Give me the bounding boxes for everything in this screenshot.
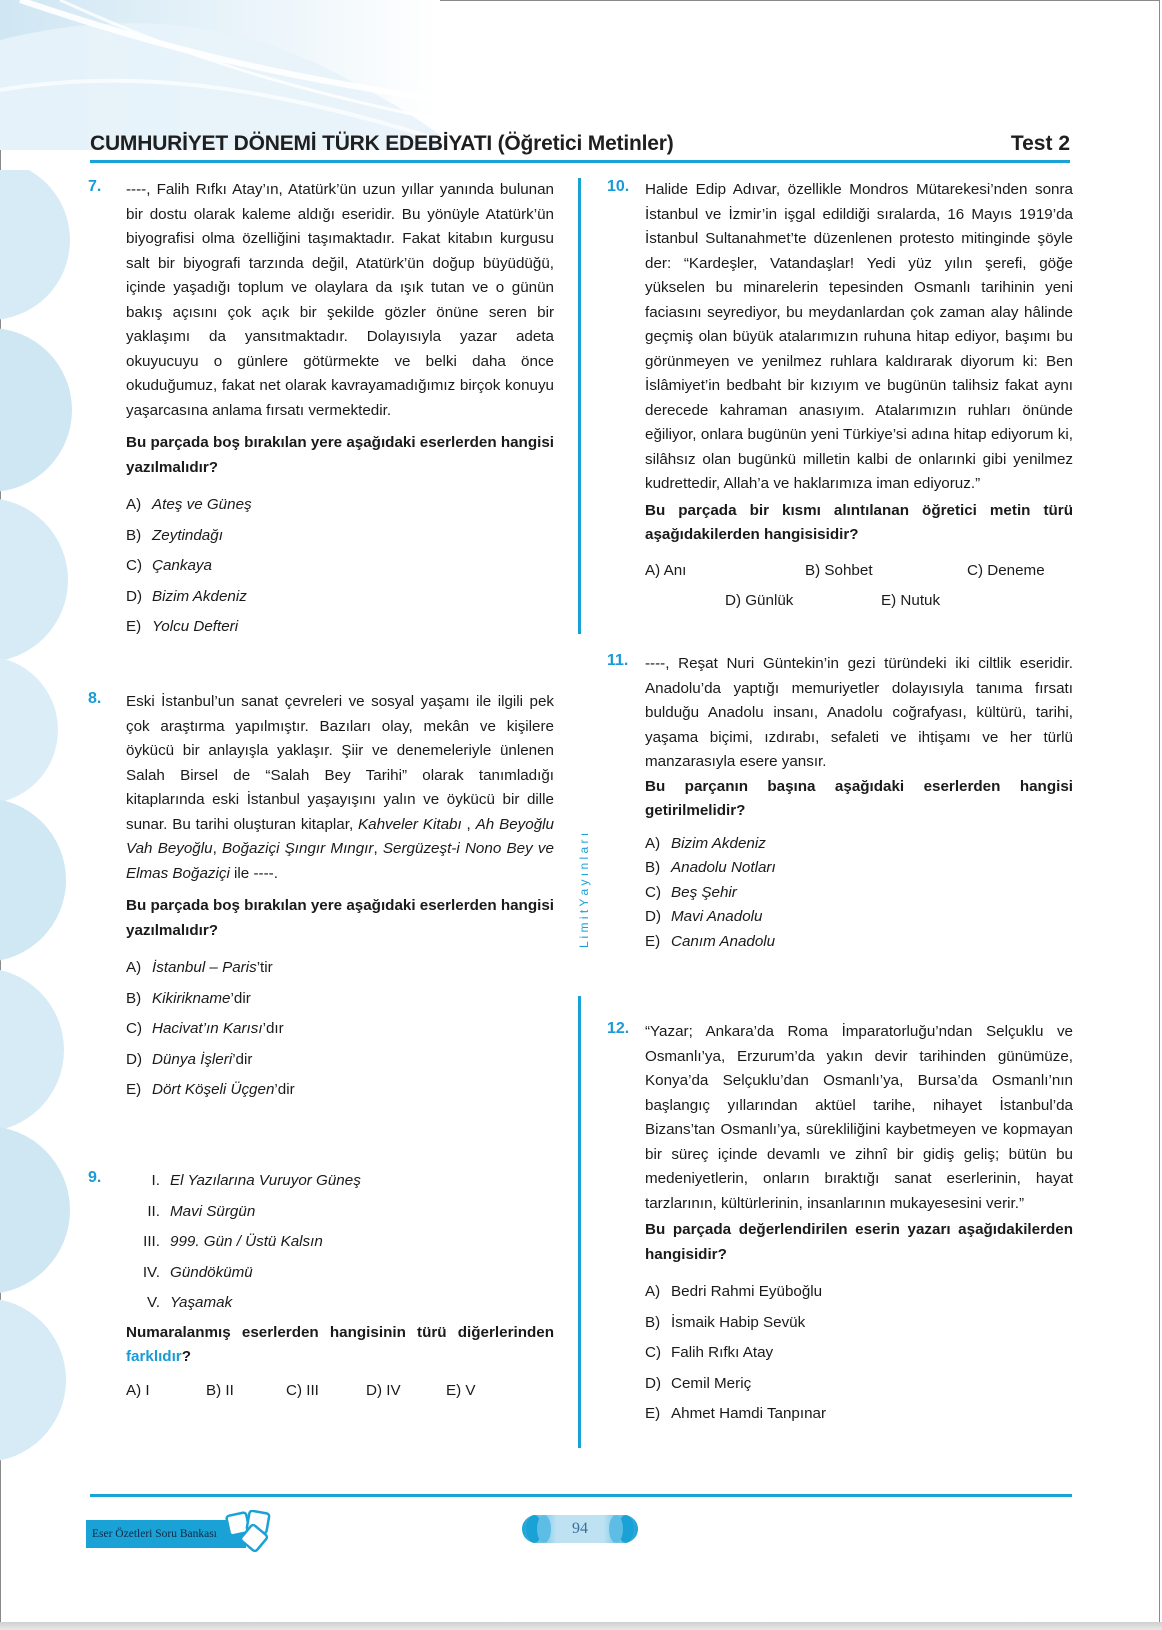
numbered-item: IV. Gündökümü [142,1263,253,1281]
question-10 [607,178,1073,616]
option-c[interactable]: C) Hacivat’ın Karısı’dır [126,1020,284,1037]
option-b[interactable]: B) Kikirikname’dir [126,989,251,1007]
question-number: 10. [607,178,630,195]
header-swoosh-decoration [0,0,440,150]
numbered-items [136,1166,554,1319]
answer-options [645,562,1073,586]
option-a[interactable]: A) Bizim Akdeniz [645,834,766,852]
option-d[interactable]: D) Dünya İşleri’dir [126,1050,253,1068]
option-c[interactable]: C) Deneme [967,561,1045,579]
question-body: ----, Reşat Nuri Güntekin’in gezi türündeki iki ciltlik eseridir. Anadolu’da yaptığı memuriyetler dolayısıyla tanıma fırsatı bulduğu Anadolu insanı, Anadolu coğrafyası, kültürü, tarihi, yaşama biçimi, ızdırabı, sefaleti ve ihtişamı ve her türlü manzarasıyla esere yansır. [645,655,1073,770]
left-circles-decoration [0,170,80,1510]
option-d[interactable]: D) IV [366,1381,401,1399]
question-body: “Yazar; Ankara’da Roma İmparatorluğu’ndan Selçuklu ve Osmanlı’ya, Erzurum’da yakın devir tarihinden günümüze, Konya’da Selçuklu’dan Osmanlı’ya, Bursa’da Osmanlı’nın başlangıç yıllarından aktüel tarihe, nihayet İstanbul’da Bizans’tan Osmanlı’ya, sürekliliğini kaybetmeyen ve kopmayan bir süreç içinde devamlı ve zihnî bir gidiş geliş; bütün bu medeniyetlerin, onların bıraktığı sanat eserlerinin, hayat tarzlarının, kültürlerinin, insanlarının mukayesesini verir.” [645,1023,1073,1212]
question-stem: Bu parçanın başına aşağıdaki eserlerden hangisi getirilmelidir? [645,777,1073,819]
option-c[interactable]: C) III [286,1381,319,1399]
option-c[interactable]: C) Beş Şehir [645,883,737,901]
answer-options [126,1382,554,1406]
question-stem: Bu parçada boş bırakılan yere aşağıdaki eserlerden hangisi yazılmalıdır? [126,897,554,939]
option-d[interactable]: D) Bizim Akdeniz [126,587,247,605]
question-7 [88,178,554,643]
option-c[interactable]: C) Falih Rıfkı Atay [645,1344,774,1361]
book-title: Eser Özetleri Soru Bankası [92,1528,217,1540]
footer-book-badge [86,1510,286,1552]
option-c[interactable]: C) Çankaya [126,557,212,574]
option-b[interactable]: B) İsmaik Habip Sevük [645,1313,806,1331]
option-b[interactable]: B) Sohbet [805,561,873,579]
page-number: 94 [572,1520,588,1537]
question-number: 7. [88,178,102,195]
question-body: Eski İstanbul’un sanat çevreleri ve sosyal yaşamı ile ilgili pek çok araştırma yapılmıştır. Bazıları olay, mekân ve kişilere öykücü bir anlayışla yaklaşır. Şiir ve denemeleriyle ünlenen Salah Birsel de “Salah Bey Tarihi” olarak tanımladığı kitaplarında eski İstanbul yaşayışını yalın ve öykücü bir dille sunar. Bu tarihi oluşturan kitaplar, Kahveler Kitabı , Ah Beyoğlu Vah Beyoğlu, Boğaziçi Şıngır Mıngır, Sergüzeşt-i Nono Bey ve Elmas Boğaziçi ile ----. [126,693,554,882]
option-d[interactable]: D) Günlük [725,591,794,609]
answer-options [645,1277,1073,1430]
question-number: 12. [607,1020,630,1037]
option-a[interactable]: A) İstanbul – Paris’tir [126,959,273,976]
option-b[interactable]: B) II [206,1381,234,1399]
section-title [90,132,673,156]
question-body: Halide Edip Adıvar, özellikle Mondros Mütarekesi’nden sonra İstanbul ve İzmir’in işgal edildiği sıralarda, 16 Mayıs 1919’da İstanbul Sultanahmet’te düzenlenen protesto mitinginde şöyle der: “Kardeşler, Vatandaşlar! Yedi yüz yılın şerefi, göğe yükselen bu minarelerin tepesinden Osmanlı tarihinin yeni faciasını seyrediyor, bu meydanlardan çok zaman alay hâlinde geçmiş olan büyük atalarımızın ruhuna hitap ediyor, başımı bu görünmeyen ve yenilmez ruhlara kaldırarak diyorum ki: Ben İslâmiyet’in bedbaht bir kızıyım ve bugünün talihsiz fakat aynı derecede kahraman anasıyım. Atalarımızın ruhları önünde eğiliyor, onlara bugünün yeni Türkiye’si adına hitap ediyorum ki, silâhsız olan bugünkü milletin kalbi de onlarınki gibi yenilmez kudrettedir, Allah’a ve haklarımıza iman ediyoruz.” [645,181,1073,492]
question-number: 9. [88,1169,102,1186]
section-title-sub: (Öğretici Metinler) [497,132,674,155]
question-11 [607,652,1073,954]
question-stem: Bu parçada boş bırakılan yere aşağıdaki eserlerden hangisi yazılmalıdır? [126,434,554,476]
option-e[interactable]: E) Canım Anadolu [645,932,776,950]
test-label: Test 2 [1010,132,1070,155]
numbered-item: II. Mavi Sürgün [147,1202,256,1220]
answer-options [126,953,554,1106]
page-number-badge [520,1512,640,1546]
answer-options [645,832,1073,955]
question-number: 11. [607,652,629,669]
answer-options [126,490,554,643]
question-9 [88,1166,554,1406]
section-title-main: CUMHURİYET DÖNEMİ TÜRK EDEBİYATI [90,132,492,155]
question-stem: Numaralanmış eserlerden hangisinin türü diğerlerinden farklıdır? [126,1323,554,1365]
column-divider [578,996,581,1448]
answer-options-row-2 [645,592,1073,616]
option-a[interactable]: A) I [126,1381,150,1399]
question-stem: Bu parçada bir kısmı alıntılanan öğretici metin türü aşağıdakilerden hangisisidir? [645,501,1073,543]
numbered-item: III. 999. Gün / Üstü Kalsın [143,1233,323,1250]
question-number: 8. [88,690,102,707]
option-e[interactable]: E) V [446,1381,476,1399]
option-a[interactable]: A) Bedri Rahmi Eyüboğlu [645,1283,823,1300]
question-12 [607,1020,1073,1430]
option-e[interactable]: E) Nutuk [881,591,941,609]
option-a[interactable]: A) Anı [645,561,687,579]
option-a[interactable]: A) Ateş ve Güneş [126,496,252,513]
svg-text:L i m i t Y a y ı n l a r ı: L i m i t Y a y ı n l a r ı [577,832,591,948]
footer-rule [90,1494,1072,1497]
option-b[interactable]: B) Zeytindağı [126,526,223,544]
column-divider [578,178,581,634]
question-8 [88,690,554,1106]
page-bottom-shadow [0,1622,1162,1630]
publisher-side-label [572,680,594,950]
option-d[interactable]: D) Mavi Anadolu [645,908,763,925]
option-e[interactable]: E) Yolcu Defteri [126,618,239,635]
page-header [90,132,1070,162]
option-e[interactable]: E) Dört Köşeli Üçgen’dir [126,1081,295,1098]
option-e[interactable]: E) Ahmet Hamdi Tanpınar [645,1405,827,1422]
question-body: ----, Falih Rıfkı Atay’ın, Atatürk’ün uzun yıllar yanında bulunan bir dostu olarak kaleme aldığı eseridir. Bu yönüyle Atatürk’ün biyografisi olma özelliğini taşımaktadır. Fakat kitabın kurgusu salt bir biyografi tarzında değil, Atatürk’ün doğup büyüdüğü, içinde yaşadığı toplum ve olaylara da ışık tutan ve o günün bakış açısını çok açık bir şekilde gözler önüne seren bir yaklaşımı da yansıtmaktadır. Dolayısıyla yazar adeta okuyucuyu o günlere götürmekte ve belki daha önce okuduğumuz, fakat net olarak kavrayamadığımız birçok konuyu yaşarcasına anlama fırsatı vermektedir. [126,181,554,419]
option-d[interactable]: D) Cemil Meriç [645,1374,752,1392]
option-b[interactable]: B) Anadolu Notları [645,859,776,876]
numbered-item: I. El Yazılarına Vuruyor Güneş [151,1172,361,1189]
cubes-icon [222,1510,292,1552]
numbered-item: V. Yaşamak [147,1294,233,1311]
header-rule [90,160,1070,163]
question-stem: Bu parçada değerlendirilen eserin yazarı aşağıdakilerden hangisidir? [645,1221,1073,1263]
